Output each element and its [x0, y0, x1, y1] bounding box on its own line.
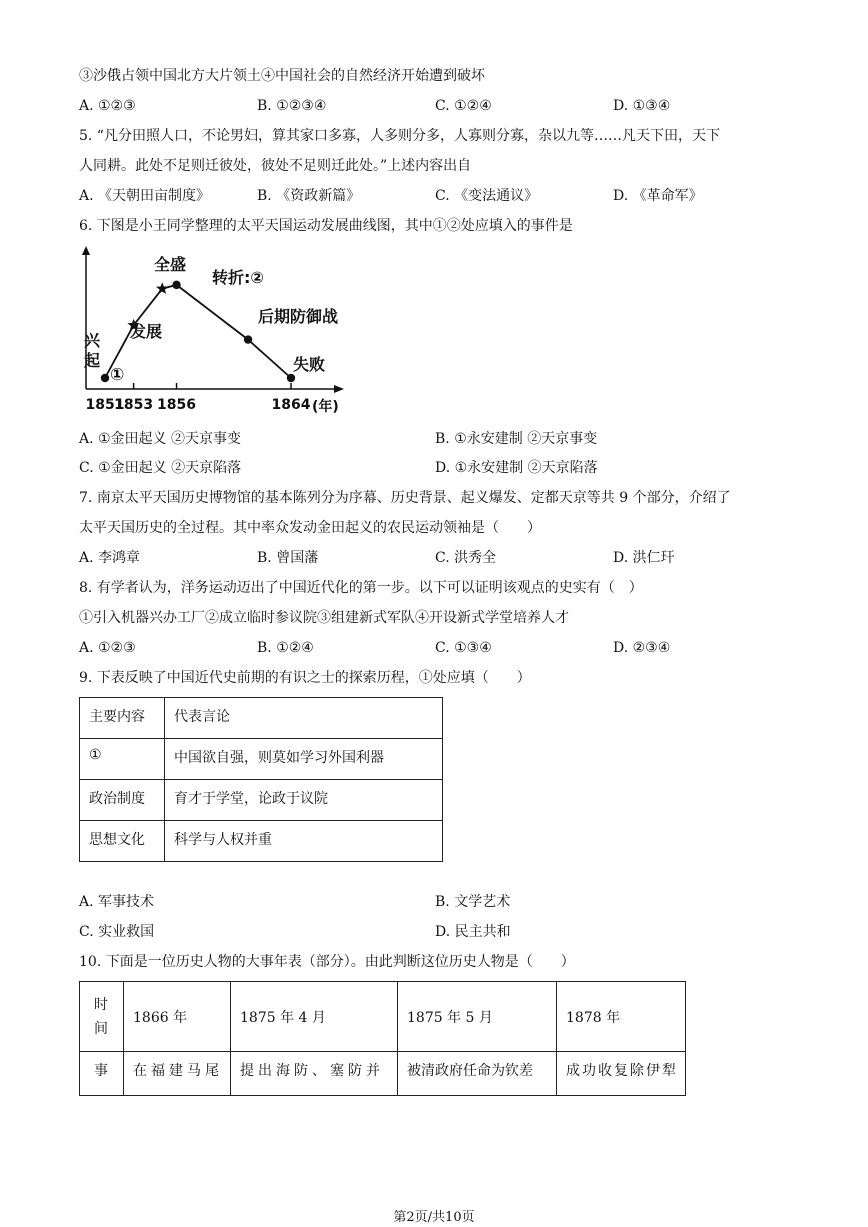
point-end [287, 374, 295, 382]
table-cell: 1878 年 [557, 982, 686, 1052]
prev-option-d[interactable]: D. ①③④ [613, 98, 671, 114]
label-start-1: 兴 [84, 331, 101, 350]
x-tick-label: 1851 [85, 397, 125, 413]
x-tick-label: 1864 [271, 397, 311, 413]
q6-option-a[interactable]: A. ①金田起义 ②天京事变 [79, 431, 242, 447]
label-turn: 转折:② [212, 268, 264, 287]
q5-stem-line1: 5. “凡分田照人口，不论男妇，算其家口多寡，人多则分多，人寡则分寡，杂以九等……凡天下田，天下 [79, 128, 720, 144]
q6-stem: 6. 下图是小王同学整理的太平天国运动发展曲线图，其中①②处应填入的事件是 [79, 218, 573, 234]
table-cell: 提出海防、塞防并 [231, 1052, 398, 1096]
q8-options [79, 638, 779, 658]
table-cell: 科学与人权并重 [165, 821, 443, 862]
table-cell: 在福建马尾 [124, 1052, 231, 1096]
q9-option-b[interactable]: B. 文学艺术 [435, 894, 511, 910]
q7-option-b[interactable]: B. 曾国藩 [257, 550, 319, 566]
prev-options [79, 96, 779, 116]
q7-options [79, 548, 779, 568]
q9-options-row1 [79, 892, 779, 912]
q8-option-b[interactable]: B. ①②④ [257, 640, 314, 656]
q10-timeline-table [79, 981, 686, 1096]
q9-option-d[interactable]: D. 民主共和 [435, 924, 511, 940]
label-end: 失败 [293, 355, 326, 374]
q6-option-b[interactable]: B. ①永安建制 ②天京事变 [435, 431, 598, 447]
table-cell: 主要内容 [80, 698, 165, 739]
table-cell: ① [80, 739, 165, 780]
q5-option-c[interactable]: C. 《变法通议》 [435, 188, 539, 204]
q6-options-row2 [79, 458, 779, 478]
table-head-cell: 事 [80, 1052, 124, 1096]
q7-option-a[interactable]: A. 李鸿章 [79, 550, 141, 566]
label-defense: 后期防御战 [258, 307, 339, 326]
q5-stem-line2: 人同耕。此处不足则迁彼处，彼处不足则迁此处。”上述内容出自 [79, 158, 472, 174]
q9-stem: 9. 下表反映了中国近代史前期的有识之士的探索历程，①处应填（ ） [79, 670, 531, 686]
q7-stem-line2: 太平天国历史的全过程。其中率众发动金田起义的农民运动领袖是（ ） [79, 520, 541, 536]
q7-stem-line1: 7. 南京太平天国历史博物馆的基本陈列分为序幕、历史背景、起义爆发、定都天京等共 9 个部分，介绍了 [79, 490, 731, 506]
table-cell: 1875 年 4 月 [231, 982, 398, 1052]
q8-stem: 8. 有学者认为，洋务运动迈出了中国近代化的第一步。以下可以证明该观点的史实有（ ） [79, 580, 643, 596]
prev-option-b[interactable]: B. ①②③④ [257, 98, 327, 114]
page-footer: 第2页/共10页 [393, 1210, 475, 1225]
prev-option-c[interactable]: C. ①②④ [435, 98, 492, 114]
table-row [80, 739, 443, 780]
table-cell: 成功收复除伊犁 [557, 1052, 686, 1096]
point-turn [172, 281, 180, 289]
label-start-2: 起 [84, 351, 101, 370]
point-start [101, 374, 109, 382]
x-axis-unit: (年) [312, 399, 339, 415]
point-defense [244, 335, 252, 343]
q5-options [79, 186, 779, 206]
q10-stem: 10. 下面是一位历史人物的大事年表（部分）。由此判断这位历史人物是（ ） [79, 954, 575, 970]
x-axis-arrow [334, 385, 344, 393]
taiping-timeline-chart [72, 246, 362, 416]
q9-table [79, 697, 443, 862]
q8-option-c[interactable]: C. ①③④ [435, 640, 492, 656]
point-peak [156, 282, 168, 294]
y-axis-arrow [82, 246, 90, 255]
q6-option-d[interactable]: D. ①永安建制 ②天京陷落 [435, 460, 598, 476]
q5-option-b[interactable]: B. 《资政新篇》 [257, 188, 361, 204]
q5-option-d[interactable]: D. 《革命军》 [613, 188, 703, 204]
q7-option-d[interactable]: D. 洪仁玕 [613, 550, 675, 566]
q6-option-c[interactable]: C. ①金田起义 ②天京陷落 [79, 460, 242, 476]
label-peak: 全盛 [154, 255, 187, 274]
marker-1-label: ① [110, 365, 125, 385]
q7-option-c[interactable]: C. 洪秀全 [435, 550, 497, 566]
table-cell: 政治制度 [80, 780, 165, 821]
q8-statements: ①引入机器兴办工厂②成立临时参议院③组建新式军队④开设新式学堂培养人才 [79, 610, 569, 626]
prev-option-a[interactable]: A. ①②③ [79, 98, 136, 114]
table-head-cell: 时 间 [80, 982, 124, 1052]
q9-option-a[interactable]: A. 军事技术 [79, 894, 155, 910]
table-cell: 思想文化 [80, 821, 165, 862]
table-row [80, 821, 443, 862]
q9-option-c[interactable]: C. 实业救国 [79, 924, 155, 940]
table-row [80, 1052, 686, 1096]
label-growth: 发展 [130, 322, 163, 341]
table-cell: 育才于学堂，论政于议院 [165, 780, 443, 821]
q5-option-a[interactable]: A. 《天朝田亩制度》 [79, 188, 211, 204]
table-row [80, 698, 443, 739]
x-tick-label: 1856 [157, 397, 197, 413]
table-cell: 1866 年 [124, 982, 231, 1052]
q8-option-d[interactable]: D. ②③④ [613, 640, 671, 656]
q6-options-row1 [79, 429, 779, 449]
x-tick-label: 1853 [114, 397, 154, 413]
q8-option-a[interactable]: A. ①②③ [79, 640, 136, 656]
q9-options-row2 [79, 922, 779, 942]
table-row [80, 780, 443, 821]
table-cell: 被清政府任命为钦差 [398, 1052, 557, 1096]
prev-statements: ③沙俄占领中国北方大片领土④中国社会的自然经济开始遭到破坏 [79, 68, 485, 84]
table-cell: 代表言论 [165, 698, 443, 739]
table-row [80, 982, 686, 1052]
table-cell: 1875 年 5 月 [398, 982, 557, 1052]
table-cell: 中国欲自强，则莫如学习外国利器 [165, 739, 443, 780]
